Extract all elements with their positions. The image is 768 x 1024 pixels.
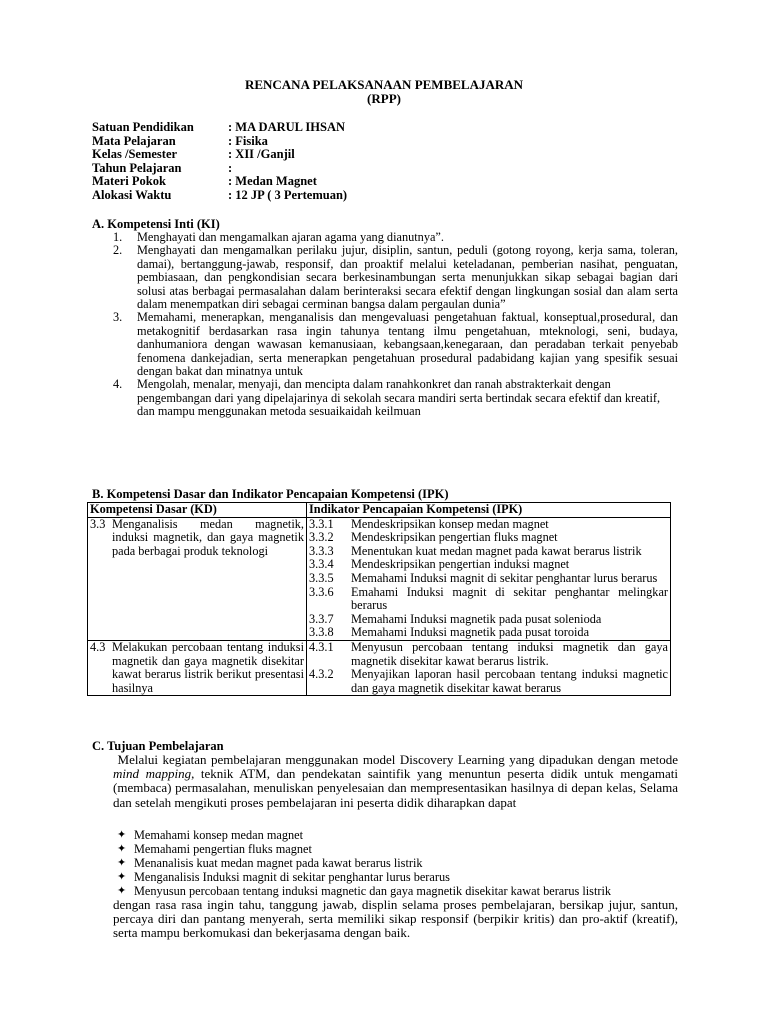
indicator-item: 3.3.2 Mendeskripsikan pengertian fluks magnet: [309, 530, 558, 545]
list-item: ✦ Menganalisis Induksi magnit di sekitar penghantar lurus berarus: [117, 870, 450, 884]
star-bullet-icon: ✦: [117, 857, 127, 869]
kd-cell: 3.3 Menganalisis medan magnetik, induksi magnetik, dan gaya magnetik pada berbagai produk teknologi: [88, 517, 307, 640]
identity-row: Kelas /Semester : XII /Ganjil: [92, 147, 295, 161]
identity-row: Satuan Pendidikan : MA DARUL IHSAN: [92, 120, 346, 134]
kd-column-header: Kompetensi Dasar (KD): [88, 503, 307, 518]
list-item: ✦ Menyusun percobaan tentang induksi magnetic dan gaya magnetik disekitar kawat berarus listrik: [117, 884, 612, 898]
document-title: RENCANA PELAKSANAAN PEMBELAJARAN: [244, 77, 524, 92]
list-item: ✦ Memahami pengertian fluks magnet: [117, 842, 312, 856]
indicator-item: 3.3.7 Memahami Induksi magnetik pada pusat solenioda: [309, 611, 602, 626]
kd-ipk-table: [87, 502, 671, 696]
objective-list: [117, 828, 611, 898]
list-item: ✦ Menanalisis kuat medan magnet pada kawat berarus listrik: [117, 856, 423, 870]
identity-row: Mata Pelajaran : Fisika: [92, 133, 268, 148]
list-item: ✦ Memahami konsep medan magnet: [117, 828, 304, 842]
star-bullet-icon: ✦: [117, 843, 127, 855]
ki-item: 3. Memahami, menerapkan, menganalisis dan mengevaluasi pengetahuan faktual, konseptual,prosedural, dan metakognitif berdasarkan rasa ingin tahunya tentang ilmu pengetahuan, mteknologi, seni, budaya, danhumaniora dengan wawasan kemanusiaan, kebangsaan,kenegaraan, dan peradaban terkait penyebab fenomena dankejadian, serta menerapkan pengetahuan prosedural padabidang kajian yang spesifik sesuai dengan bakat dan minatnya untuk: [113, 310, 678, 379]
indicator-item: 3.3.6 Emahami Induksi magnit di sekitar penghantar melingkar berarus: [309, 584, 668, 613]
indicator-item: 4.3.1 Menyusun percobaan tentang induksi magnetik dan gaya magnetik disekitar kawat berarus listrik.: [309, 639, 668, 668]
indicator-item: 3.3.4 Mendeskripsikan pengertian induksi magnet: [309, 557, 570, 572]
star-bullet-icon: ✦: [117, 871, 127, 883]
table-row: [88, 640, 671, 695]
identity-row: Alokasi Waktu : 12 JP ( 3 Pertemuan): [92, 187, 348, 202]
indicator-item: 3.3.5 Memahami Induksi magnit di sekitar penghantar lurus berarus: [309, 570, 658, 585]
document-subtitle: (RPP): [367, 91, 401, 106]
section-b-heading: B. Kompetensi Dasar dan Indikator Pencapaian Kompetensi (IPK): [92, 487, 449, 501]
ki-item: 1. Menghayati dan mengamalkan ajaran agama yang dianutnya”.: [113, 230, 444, 244]
tujuan-paragraph: Melalui kegiatan pembelajaran menggunakan model Discovery Learning yang dipadukan dengan metode mind mapping, teknik ATM, dan pendekatan saintifik yang menuntun peserta didik untuk mengamati (membaca) permasalahan, menuliskan penyelesaian dan mempresentasikan hasilnya di depan kelas, Selama dan setelah mengikuti proses pembelajaran ini peserta didik diharapkan dapat: [113, 752, 679, 810]
star-bullet-icon: ✦: [117, 829, 127, 841]
indicator-item: 3.3.1 Mendeskripsikan konsep medan magnet: [309, 516, 549, 531]
ki-list: [113, 231, 678, 419]
closing-paragraph: dengan rasa rasa ingin tahu, tanggung jawab, displin selama proses pembelajaran, bersikap jujur, santun, percaya diri dan pantang menyerah, serta memiliki sikap responsif (berpikir kritis) dan pro-aktif (kreatif), serta mampu berkomukasi dan bekerjasama dengan baik.: [113, 897, 678, 941]
ipk-cell: [307, 517, 671, 640]
star-bullet-icon: ✦: [117, 885, 127, 897]
section-a-heading: A. Kompetensi Inti (KI): [92, 217, 220, 231]
identity-row: Materi Pokok : Medan Magnet: [92, 174, 317, 188]
ipk-cell: [307, 640, 671, 695]
table-row: [88, 517, 671, 640]
indicator-item: 4.3.2 Menyajikan laporan hasil percobaan tentang induksi magnetic dan gaya magnetik disekitar kawat berarus: [309, 667, 668, 695]
identity-row: Tahun Pelajaran :: [92, 160, 233, 175]
table-header-row: [88, 503, 671, 518]
ki-item: 2. Menghayati dan mengamalkan perilaku jujur, disiplin, santun, peduli (gotong royong, kerja sama, toleran, damai), bertanggung-jawab, responsif, dan proaktif melalui keteladanan, pemberian nasihat, penguatan, pembiasaan, dan pengkondisian secara berkesinambungan serta menunjukkan sikap sebagai bagian dari solusi atas berbagai permasalahan dalam berinteraksi secara efektif dengan lingkungan sosial dan alam serta dalam menempatkan diri sebagai cerminan bangsa dalam pergaulan dunia”: [113, 243, 678, 312]
ki-item: 4. Mengolah, menalar, menyaji, dan mencipta dalam ranahkonkret dan ranah abstrakterkait dengan pengembangan dari yang dipelajarinya di sekolah secara mandiri serta bertindak secara efektif dan kreatif, dan mampu menggunakan metoda sesuaikaidah keilmuan: [113, 377, 661, 419]
indicator-item: 3.3.3 Menentukan kuat medan magnet pada kawat berarus listrik: [309, 543, 642, 558]
identity-block: [92, 121, 347, 202]
kd-cell: 4.3 Melakukan percobaan tentang induksi magnetik dan gaya magnetik disekitar kawat berarus listrik berikut presentasi hasilnya: [88, 640, 307, 695]
section-c-heading: C. Tujuan Pembelajaran: [92, 739, 224, 753]
ipk-column-header: Indikator Pencapaian Kompetensi (IPK): [307, 503, 671, 518]
indicator-item: 3.3.8 Memahami Induksi magnetik pada pusat toroida: [309, 625, 590, 640]
